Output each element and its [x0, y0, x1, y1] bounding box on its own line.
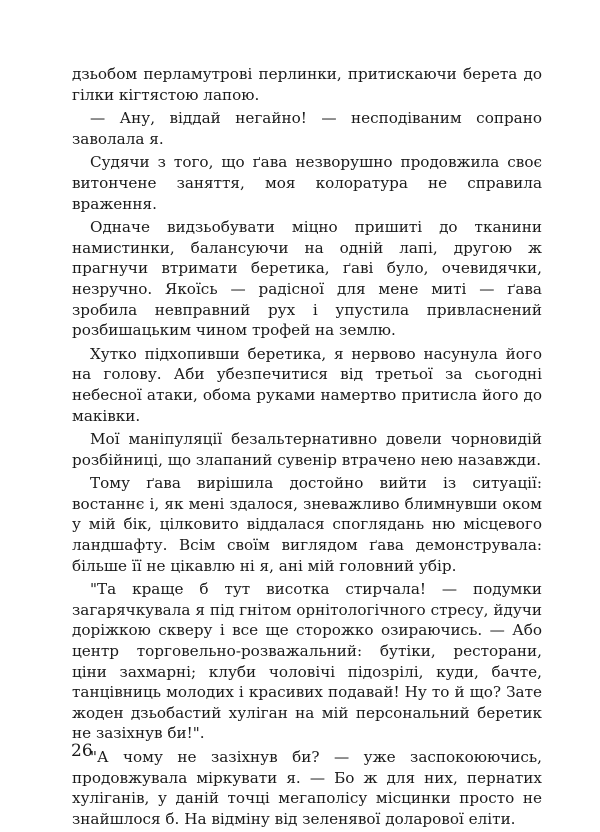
paragraph: Тому ґава вирішила достойно вийти із ситуації: востаннє і, як мені здалося, зневажливо блимнувши оком у мій бік, цілковито віддалася споглядань ню місцевого ландшафту. Всім своїм виглядом ґава демонструвала: більше її не цікавлю ні я, ані мій головний убір. — [72, 474, 542, 575]
paragraph-quote: "А чому не зазіхнув би? — уже заспокоюючись, продовжувала міркувати я. — Бо ж для них, пернатих хуліганів, у даній точці мегаполісу місцинки просто не знайшлося б. На відміну від зеленявої доларової еліти. — [72, 748, 542, 828]
page-number: 26 — [71, 741, 93, 761]
body-text — [72, 64, 542, 832]
paragraph-exclamation: — Ану, віддай негайно! — несподіваним сопрано заволала я. — [72, 109, 542, 148]
paragraph-continuation: дзьобом перламутрові перлинки, притискаючи берета до гілки кігтястою лапою. — [72, 65, 542, 104]
paragraph: Судячи з того, що ґава незворушно продовжила своє витончене заняття, моя колоратура не справила враження. — [72, 153, 542, 213]
paragraph: Мої маніпуляції безальтернативно довели чорновидій розбійниці, що злапаний сувенір втрачено нею назавжди. — [72, 430, 542, 469]
paragraph: Хутко підхопивши беретика, я нервово насунула його на голову. Аби убезпечитися від третьої за сьогодні небесної атаки, обома руками намертво притисла його до маківки. — [72, 344, 542, 425]
paragraph: Одначе видзьобувати міцно пришиті до тканини намистинки, балансуючи на одній лапі, другою ж прагнучи втримати беретика, ґаві було, очевидячки, незручно. Якоїсь — радісної для мене миті — ґава зробила невправний рух і упустила привласнений розбишацьким чином трофей на землю. — [72, 218, 542, 340]
paragraph-quote: "Та краще б тут висотка стирчала! — подумки загарячкувала я під гнітом орнітологічного стресу, йдучи доріжкою скверу і все ще сторожко озираючись. — Або центр торговельно-розважальний: бутіки, ресторани, ціни захмарні; клуби чоловічі підозрілі, куди, бачте, танцівниць молодих і красивих подавай! Ну то й що? Зате жоден дзьобастий хуліган на мій персональний беретик не зазіхнув би!". — [72, 580, 542, 743]
